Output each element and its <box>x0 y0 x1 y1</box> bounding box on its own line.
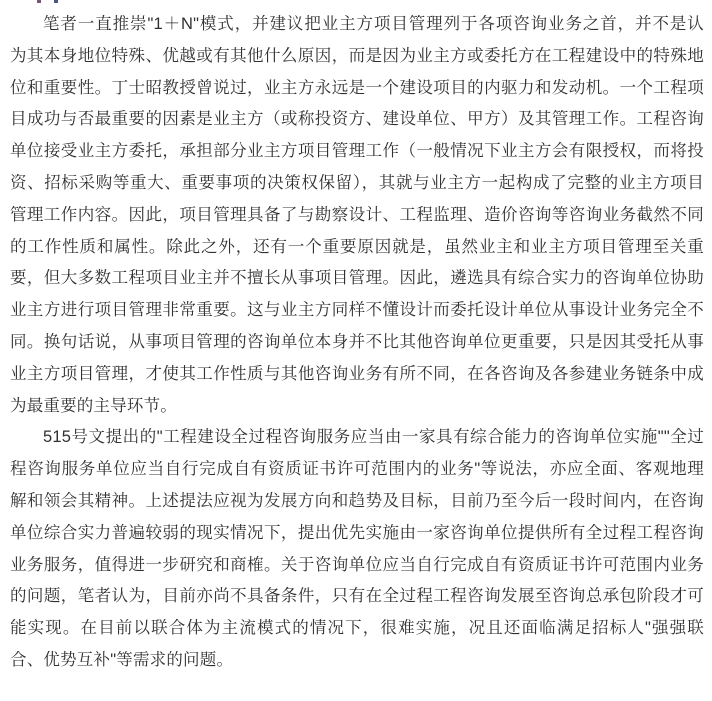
text-line: 目成功与否最重要的因素是业主方（或称投资方、建设单位、甲方）及其管理工作。工程咨询 <box>10 110 704 129</box>
text-line: 资、招标采购等重大、重要事项的决策权保留），其就与业主方一起构成了完整的业主方项目 <box>10 173 704 192</box>
text-line: 笔者一直推崇"1＋N"模式，并建议把业主方项目管理列于各项咨询业务之首，并不是认 <box>43 15 704 33</box>
clipped-text-fragment <box>37 0 41 3</box>
text-line: 为最重要的主导环节。 <box>10 396 177 415</box>
text-line: 的工作性质和属性。除此之外，还有一个重要原因就是，虽然业主和业主方项目管理至关重 <box>10 237 704 256</box>
text-line: 业主方进行项目管理非常重要。这与业主方同样不懂设计而委托设计单位从事设计业务完全不 <box>10 301 704 320</box>
text-line: 515号文提出的"工程建设全过程咨询服务应当由一家具有综合能力的咨询单位实施""全过 <box>43 428 704 447</box>
text-line: 程咨询服务单位应当自行完成自有资质证书许可范围内的业务"等说法，亦应全面、客观地理 <box>10 460 704 479</box>
text-line: 位和重要性。丁士昭教授曾说过，业主方永远是一个建设项目的内驱力和发动机。一个工程项 <box>10 78 704 97</box>
text-line: 的问题，笔者认为，目前亦尚不具备条件，只有在全过程工程咨询发展至咨询总承包阶段才可 <box>10 587 704 606</box>
text-line: 单位接受业主方委托，承担部分业主方项目管理工作（一般情况下业主方会有限授权，而将投 <box>10 142 704 161</box>
text-line: 能实现。在目前以联合体为主流模式的情况下，很难实施，况且还面临满足招标人"强强联 <box>10 619 704 638</box>
text-line: 要，但大多数工程项目业主并不擅长从事项目管理。因此，遴选具有综合实力的咨询单位协助 <box>10 269 704 288</box>
paragraph-2 <box>10 422 704 676</box>
text-line: 合、优势互补"等需求的问题。 <box>10 650 234 669</box>
text-body <box>10 9 704 677</box>
text-line: 为其本身地位特殊、优越或有其他什么原因，而是因为业主方或委托方在工程建设中的特殊地 <box>10 46 704 65</box>
text-line: 同。换句话说，从事项目管理的咨询单位本身并不比其他咨询单位更重要，只是因其受托从事 <box>10 332 704 351</box>
text-line: 解和领会其精神。上述提法应视为发展方向和趋势及目标，目前乃至今后一段时间内，在咨询 <box>10 491 704 510</box>
text-line: 单位综合实力普遍较弱的现实情况下，提出优先实施由一家咨询单位提供所有全过程工程咨询 <box>10 523 704 542</box>
clipped-text-fragment <box>54 0 58 3</box>
paragraph-1 <box>10 9 704 422</box>
text-line: 业主方项目管理，才使其工作性质与其他咨询业务有所不同，在各咨询及各参建业务链条中成 <box>10 364 704 383</box>
text-line: 管理工作内容。因此，项目管理具备了与勘察设计、工程监理、造价咨询等咨询业务截然不同 <box>10 205 704 224</box>
text-line: 业务服务，值得进一步研究和商榷。关于咨询单位应当自行完成自有资质证书许可范围内业务 <box>10 555 704 574</box>
